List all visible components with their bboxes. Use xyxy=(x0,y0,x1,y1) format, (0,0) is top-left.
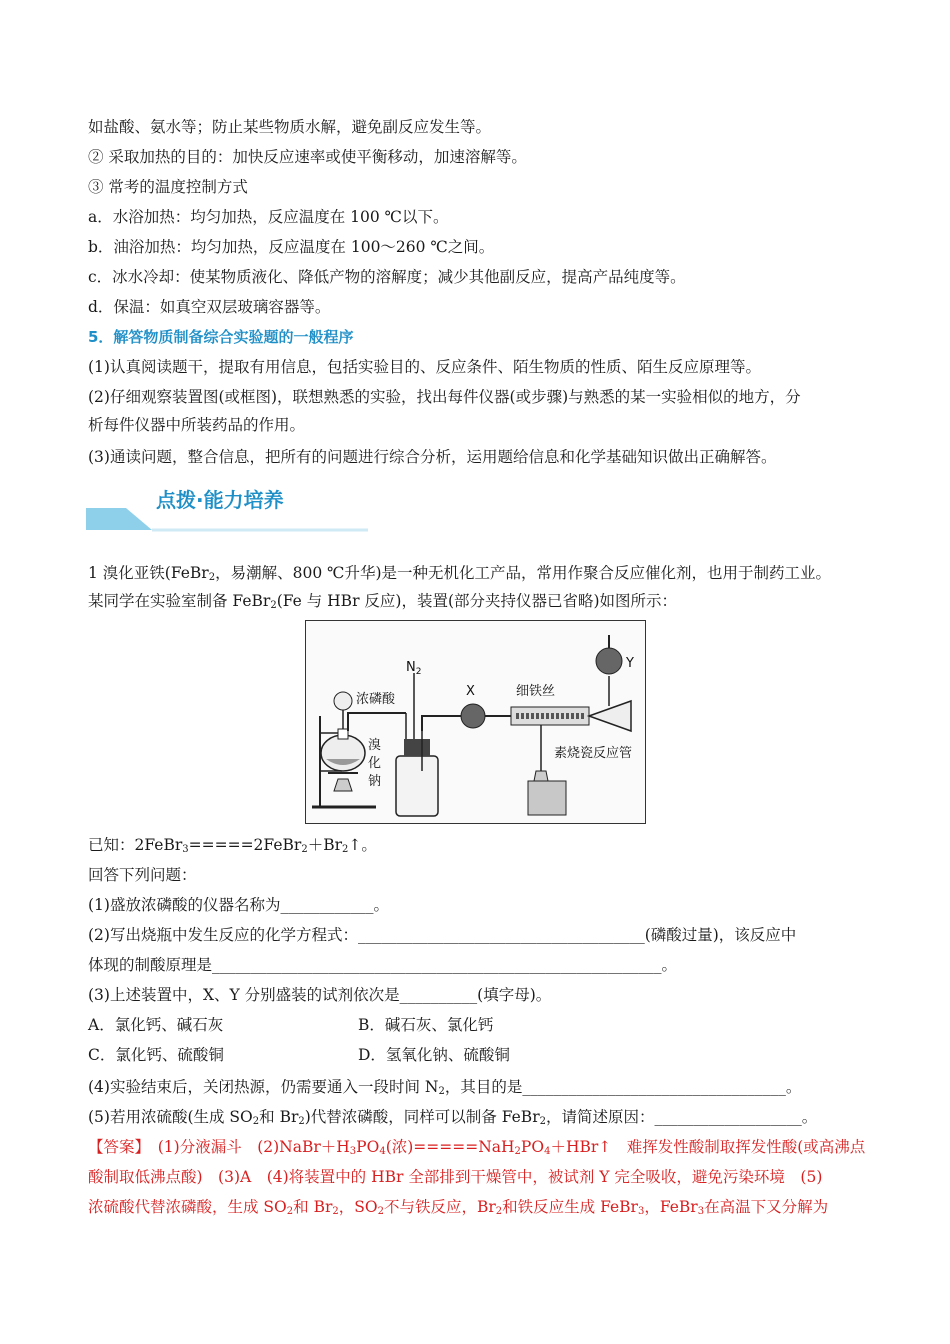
label-x: X xyxy=(466,684,475,699)
section-heading: 5．解答物质制备综合实验题的一般程序 xyxy=(88,328,354,346)
text-line: b．油浴加热：均匀加热，反应温度在 100～260 ℃之间。 xyxy=(88,238,495,256)
option-c: C．氯化钙、硫酸铜 xyxy=(88,1046,224,1064)
label-acid: 浓磷酸 xyxy=(356,692,396,707)
question-item: (5)若用浓硫酸(生成 $SO_2$和 $Br_2$)代替浓磷酸，同样可以制备 FeBr$_2$，请简述原因：___________________。 xyxy=(88,1108,818,1127)
question-intro: 某同学在实验室制备 FeBr$_2$(Fe 与 HBr 反应)，装置(部分夹持仪器已省略)如图所示： xyxy=(88,592,678,611)
text-line: 回答下列问题： xyxy=(88,866,197,884)
text-line: ② 采取加热的目的：加快反应速率或使平衡移动，加速溶解等。 xyxy=(88,148,527,166)
text-line: (3)通读问题，整合信息，把所有的问题进行综合分析，运用题给信息和化学基础知识做出正确解答。 xyxy=(88,448,777,466)
label-y: Y xyxy=(626,656,634,671)
question-item: 体现的制酸原理是__________________________________________________________。 xyxy=(88,956,678,974)
banner-title: 点拨·能力培养 xyxy=(156,488,284,512)
answer-line: 【答案】 (1)分液漏斗 $(2)NaBr+H_3PO_4$(浓)$=====NaH_2PO_4+HBr↑$ 难挥发性酸制取挥发性酸(或高沸点 xyxy=(88,1138,866,1157)
question-item: (3)上述装置中，X、Y 分别盛装的试剂依次是__________(填字母)。 xyxy=(88,986,552,1004)
text-line: (2)仔细观察装置图(或框图)，联想熟悉的实验，找出每件仪器(或步骤)与熟悉的某一实验相似的地方，分 xyxy=(88,388,801,406)
option-a: A．氯化钙、碱石灰 xyxy=(88,1016,224,1034)
answer-line: 浓硫酸代替浓磷酸，生成 $SO_2$和 $Br_2$，$SO_2$不与铁反应，$Br_2$和铁反应生成 FeBr$_3$，FeBr$_3$在高温下又分解为 xyxy=(88,1198,829,1217)
question-item: (2)写出烧瓶中发生反应的化学方程式：_____________________________________(磷酸过量)，该反应中 xyxy=(88,926,797,944)
answer-line: 酸制取低沸点酸) (3)A (4)将装置中的 HBr 全部排到干燥管中，被试剂 Y 完全吸收，避免污染环境 (5) xyxy=(88,1168,823,1186)
question-intro: 1 溴化亚铁(FeBr$_2$，易潮解、800 ℃升华)是一种无机化工产品，常用作聚合反应催化剂，也用于制药工业。 xyxy=(88,564,831,583)
apparatus-drawing xyxy=(306,621,645,823)
label-tube: 素烧瓷反应管 xyxy=(554,746,633,761)
text-line: c．冰水冷却：使某物质液化、降低产物的溶解度；减少其他副反应，提高产品纯度等。 xyxy=(88,268,686,286)
text-line: (1)认真阅读题干，提取有用信息，包括实验目的、反应条件、陌生物质的性质、陌生反应原理等。 xyxy=(88,358,761,376)
label-n2: $N_2$ xyxy=(406,660,422,677)
known-equation: 已知：$2FeBr_3=====2FeBr_2+Br_2↑$。 xyxy=(88,836,377,855)
question-item: (4)实验结束后，关闭热源，仍需要通入一段时间 $N_2$，其目的是__________________________________。 xyxy=(88,1078,802,1097)
text-line: d．保温：如真空双层玻璃容器等。 xyxy=(88,298,331,316)
option-d: D．氢氧化钠、硫酸铜 xyxy=(358,1046,510,1064)
label-salt: 化 xyxy=(368,756,382,771)
option-b: B．碱石灰、氯化钙 xyxy=(358,1016,494,1034)
apparatus-figure xyxy=(305,620,646,824)
label-salt: 钠 xyxy=(368,774,382,789)
label-salt: 溴 xyxy=(368,738,382,753)
text-line: 如盐酸、氨水等；防止某些物质水解，避免副反应发生等。 xyxy=(88,118,492,136)
label-wire: 细铁丝 xyxy=(516,684,556,699)
question-item: (1)盛放浓磷酸的仪器名称为____________。 xyxy=(88,896,389,914)
text-line: a．水浴加热：均匀加热，反应温度在 100 ℃以下。 xyxy=(88,208,449,226)
text-line: 析每件仪器中所装药品的作用。 xyxy=(88,416,306,434)
text-line: ③ 常考的温度控制方式 xyxy=(88,178,248,196)
